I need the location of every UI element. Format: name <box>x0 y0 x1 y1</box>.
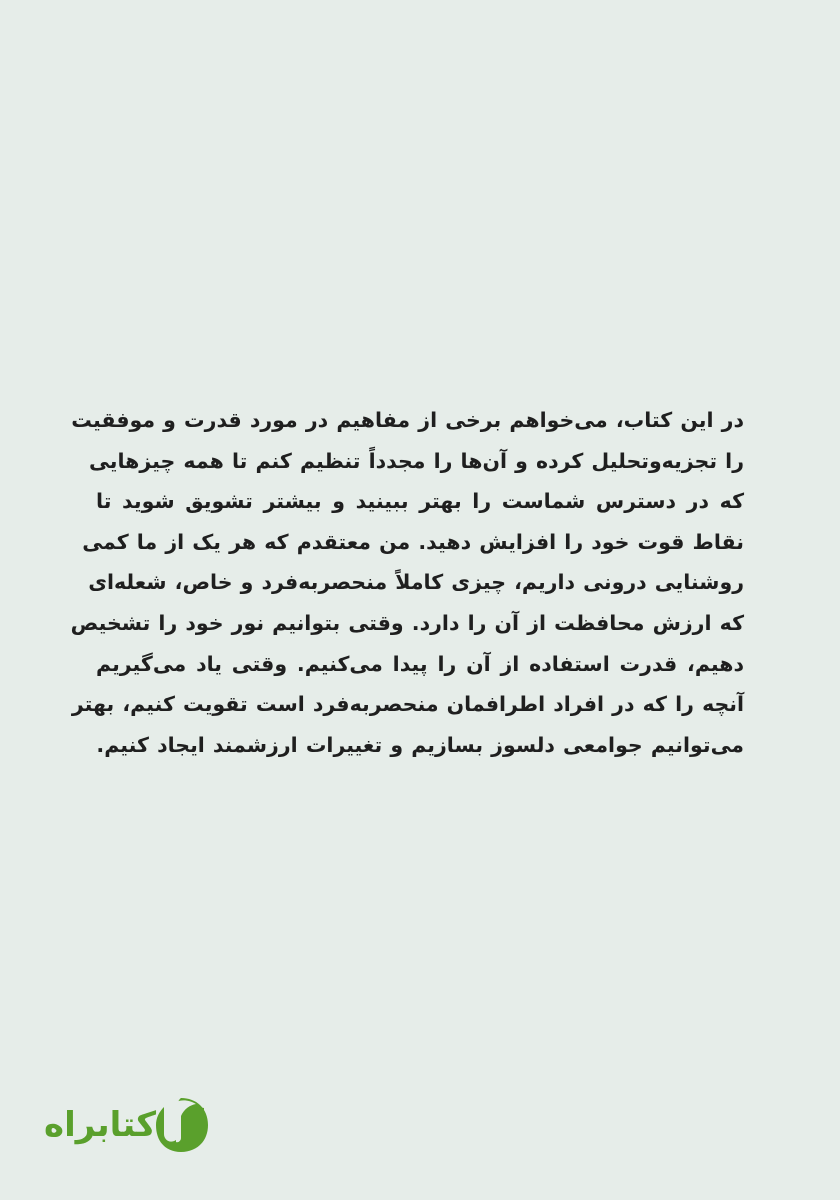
paragraph-line: می‌توانیم جوامعی دلسوز بسازیم و تغییرات ارزشمند ایجاد کنیم. <box>96 732 744 757</box>
paragraph-line: در این کتاب، می‌خواهم برخی از مفاهیم در مورد قدرت و موفقیت <box>71 408 744 432</box>
paragraph-line: را تجزیه‌وتحلیل کرده و آن‌ها را مجدداً تنظیم کنم تا همه چیزهایی <box>89 448 744 473</box>
paragraph-line: دهیم، قدرت استفاده از آن را پیدا می‌کنیم. وقتی یاد می‌گیریم <box>96 651 744 676</box>
paragraph-line: که ارزش محافظت از آن را دارد. وقتی بتوانیم نور خود را تشخیص <box>70 610 744 635</box>
ketabrah-logo <box>40 1090 212 1160</box>
ketabrah-leaf-book-icon <box>150 1094 212 1156</box>
paragraph-line: که در دسترس شماست را بهتر ببینید و بیشتر تشویق شوید تا <box>96 489 744 514</box>
logo-wordmark: کتابراه <box>44 1105 157 1145</box>
paragraph-line: آنچه را که در افراد اطرافمان منحصربه‌فرد است تقویت کنیم، بهتر <box>71 692 744 717</box>
body-paragraph <box>70 400 744 765</box>
paragraph-line: نقاط قوت خود را افزایش دهید. من معتقدم که هر یک از ما کمی <box>82 529 744 554</box>
paragraph-line: روشنایی درونی داریم، چیزی کاملاً منحصربه‌فرد و خاص، شعله‌ای <box>88 570 744 595</box>
